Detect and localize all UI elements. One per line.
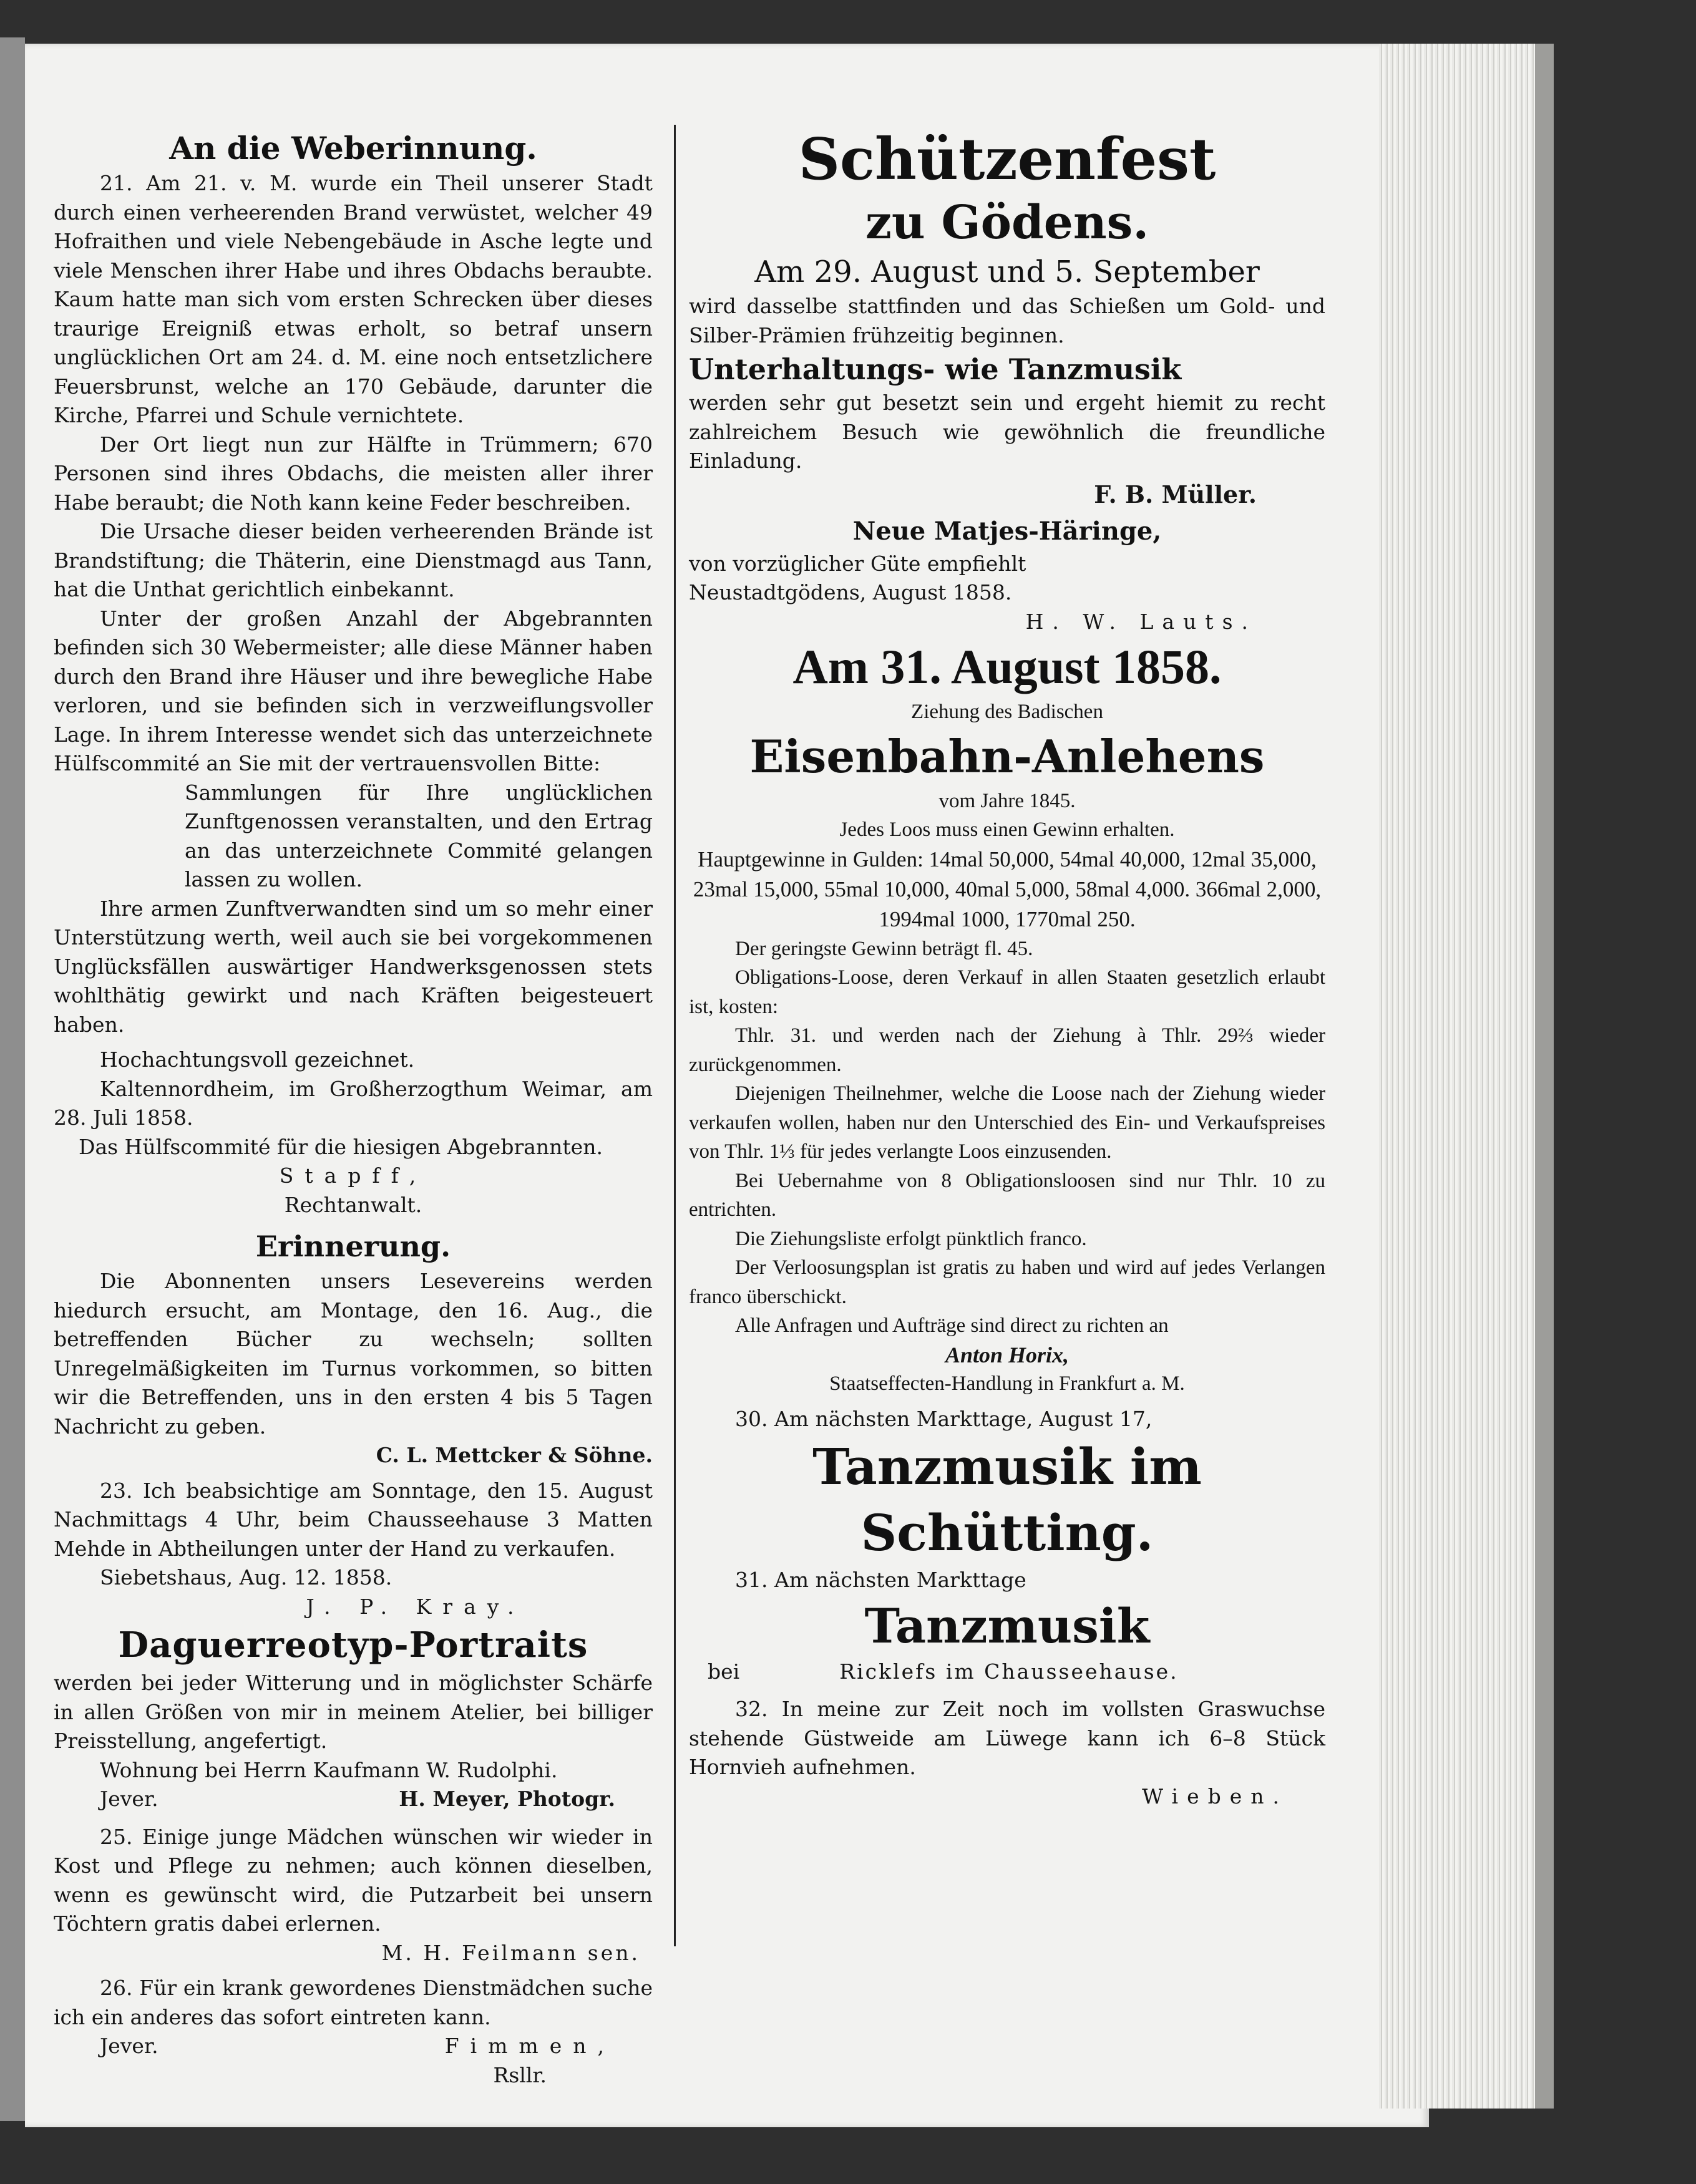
ad-25-signer: M. H. Feilmann sen.: [381, 1940, 640, 1965]
ad-32-signer: Wieben.: [1142, 1784, 1288, 1808]
lottery-contact: Alle Anfragen und Aufträge sind direct zu richten an: [735, 1314, 1169, 1337]
ad-25-text: 25. Einige junge Mädchen wünschen wir wieder in Kost und Pflege zu nehmen; auch können dieselben, wenn es gewünscht wird, die Putzarbeit bei unsern Töchtern gratis dabei erlernen.: [54, 1824, 653, 1936]
schuetzenfest-signer: F. B. Müller.: [1094, 480, 1257, 508]
matjes-title: Neue Matjes-Häringe,: [852, 516, 1162, 546]
weberinnung-para-2: Der Ort liegt nun zur Hälfte in Trümmern; 670 Personen sind ihres Obdachs, die meisten aller ihrer Habe beraubt; die Noth kann keine Feder beschreiben.: [54, 432, 653, 515]
ad-31-title: Tanzmusik: [864, 1598, 1150, 1654]
book-page-edges: [1379, 44, 1541, 2109]
lottery-subtitle-1: Ziehung des Badischen: [911, 701, 1103, 723]
schuetzenfest-subtitle: Unterhaltungs- wie Tanzmusik: [689, 352, 1182, 386]
left-column: [54, 128, 653, 2090]
lottery-resell: Diejenigen Theilnehmer, welche die Loose nach der Ziehung wieder verkaufen wollen, haben nur den Unterschied des Ein- und Verkaufspreises von Thlr. 1⅓ für jedes verlangte Loos einzusenden.: [689, 1082, 1325, 1163]
ad-30-title: Tanzmusik im Schütting.: [812, 1437, 1202, 1562]
matjes-place-date: Neustadtgödens, August 1858.: [689, 580, 1012, 604]
right-column: [689, 125, 1325, 1811]
ad-25: [54, 1823, 653, 1968]
weberinnung-title: An die Weberinnung.: [169, 130, 537, 167]
ad-31-location-row: [689, 1657, 1325, 1687]
lottery-title: Am 31. August 1858.: [792, 639, 1222, 694]
ad-26-place: Jever.: [100, 2034, 158, 2058]
weberinnung-request: Sammlungen für Ihre unglücklichen Zunftgenossen veranstalten, und den Ertrag an das unterzeichnete Commité gelangen lassen zu wollen.: [185, 780, 653, 891]
schuetzenfest-location: zu Gödens.: [865, 196, 1149, 250]
weberinnung-para-3: Die Ursache dieser beiden verheerenden Brände ist Brandstiftung; die Thäterin, eine Dienstmagd aus Tann, hat die Unthat gerichtlich einbekannt.: [54, 519, 653, 601]
schuetzenfest-dates: Am 29. August und 5. September: [754, 255, 1260, 289]
daguerreotyp-place: Jever.: [100, 1787, 158, 1811]
ad-26-signature-row: [54, 2032, 653, 2061]
weberinnung-greeting: Hochachtungsvoll gezeichnet.: [100, 1047, 415, 1072]
daguerreotyp-ad: [54, 1621, 653, 1814]
matjes-ad: [689, 513, 1325, 637]
lottery-name: Eisenbahn-Anlehens: [749, 729, 1265, 783]
schuetzenfest-ad: [689, 125, 1325, 513]
weberinnung-para-1: 21. Am 21. v. M. wurde ein Theil unserer Stadt durch einen verheerenden Brand verwüstet, welcher 49 Hofraithen und viele Nebengebäude in Asche legte und viele Menschen ihrer Habe und ihres Obdachs beraubte. Kaum hatte man sich vom ersten Schrecken über dieses traurige Ereigniß etwas erholt, so betraf unsern unglücklichen Ort am 24. d. M. eine noch entsetzlichere Feuersbrunst, welche an 170 Gebäude, darunter die Kirche, Pfarrei und Schule vernichtete.: [54, 171, 653, 427]
ad-30-text: 30. Am nächsten Markttage, August 17,: [735, 1406, 1153, 1431]
ad-31: [689, 1566, 1325, 1686]
ad-23-signer: J. P. Kray.: [306, 1594, 525, 1619]
lottery-minimum: Der geringste Gewinn beträgt fl. 45.: [735, 937, 1033, 960]
erinnerung-signer: C. L. Mettcker & Söhne.: [376, 1443, 653, 1467]
ad-26-signer: Fimmen,: [444, 2034, 615, 2058]
lottery-price: Thlr. 31. und werden nach der Ziehung à Thlr. 29⅔ wieder zurückgenommen.: [689, 1024, 1325, 1076]
lottery-guarantee: Jedes Loos muss einen Gewinn erhalten.: [839, 818, 1175, 841]
erinnerung-text: Die Abonnenten unsers Lesevereins werden hiedurch ersucht, am Montage, den 16. Aug., die betreffenden Bücher zu wechseln; sollten Unregelmäßigkeiten im Turnus vorkommen, so bitten wir die Betreffenden, uns in den ersten 4 bis 5 Tagen Nachricht zu geben.: [54, 1269, 653, 1439]
erinnerung-notice: [54, 1226, 653, 1470]
lottery-bulk: Bei Uebernahme von 8 Obligationsloosen sind nur Thlr. 10 zu entrichten.: [689, 1169, 1325, 1221]
ad-26: [54, 1974, 653, 2090]
column-divider: [674, 125, 676, 1946]
lottery-firm: Anton Horix,: [945, 1342, 1070, 1367]
weberinnung-notice: [54, 128, 653, 1220]
previous-page-edge: [0, 37, 25, 2121]
lottery-prizes: Hauptgewinne in Gulden: 14mal 50,000, 54mal 40,000, 12mal 35,000, 23mal 15,000, 55mal 10,000, 40mal 5,000, 58mal 4,000. 366mal 2,000, 1994mal 1000, 1770mal 250.: [693, 847, 1322, 931]
ad-23: [54, 1477, 653, 1622]
weberinnung-signer-title: Rechtanwalt.: [284, 1192, 422, 1217]
ad-26-signer-title: Rsllr.: [493, 2062, 547, 2087]
lottery-subtitle-2: vom Jahre 1845.: [938, 789, 1076, 812]
book-spine: [1535, 44, 1554, 2109]
weberinnung-place-date: Kaltennordheim, im Großherzogthum Weimar, am 28. Juli 1858.: [54, 1076, 653, 1130]
lottery-obligations: Obligations-Loose, deren Verkauf in allen Staaten gesetzlich erlaubt ist, kosten:: [689, 966, 1325, 1018]
matjes-text: von vorzüglicher Güte empfiehlt: [689, 551, 1026, 576]
ad-32-text: 32. In meine zur Zeit noch im vollsten Graswuchse stehende Güstweide am Lüwege kann ich 6–8 Stück Hornvieh aufnehmen.: [689, 1697, 1325, 1779]
ad-31-where: Ricklefs im Chausseehause.: [839, 1659, 1179, 1684]
ad-31-bei: bei: [708, 1659, 740, 1684]
ad-31-text: 31. Am nächsten Markttage: [735, 1568, 1026, 1592]
lottery-plan: Der Verloosungsplan ist gratis zu haben und wird auf jedes Verlangen franco überschickt.: [689, 1256, 1325, 1308]
schuetzenfest-text-2: werden sehr gut besetzt sein und ergeht hiemit zu recht zahlreichem Besuch wie gewöhnlich die freundliche Einladung.: [689, 391, 1325, 473]
schuetzenfest-text: wird dasselbe stattfinden und das Schießen um Gold- und Silber-Prämien frühzeitig beginnen.: [689, 294, 1325, 347]
weberinnung-closing: Ihre armen Zunftverwandten sind um so mehr einer Unterstützung werth, weil auch sie bei vorgekommenen Unglücksfällen auswärtiger Handwerksgenossen stets wohlthätig gewirkt und nach Kräften beigesteuert haben.: [54, 896, 653, 1037]
matjes-signer: H. W. Lauts.: [1025, 609, 1257, 634]
ad-23-place-date: Siebetshaus, Aug. 12. 1858.: [100, 1565, 392, 1589]
erinnerung-title: Erinnerung.: [255, 1230, 451, 1263]
weberinnung-para-4: Unter der großen Anzahl der Abgebrannten befinden sich 30 Webermeister; alle diese Männer haben durch den Brand ihre Häuser und ihre bewegliche Habe verloren, und sie befinden sich in verzweiflungsvoller Lage. In ihrem Interesse wendet sich das unterzeichnete Hülfscommité an Sie mit der vertrauensvollen Bitte:: [54, 606, 653, 775]
daguerreotyp-text: werden bei jeder Witterung und in möglichster Schärfe in allen Größen von mir in meinem Atelier, bei billiger Preisstellung, angefertigt.: [54, 1671, 653, 1753]
ad-23-text: 23. Ich beabsichtige am Sonntage, den 15. August Nachmittags 4 Uhr, beim Chausseehause 3 Matten Mehde in Abtheilungen unter der Hand zu verkaufen.: [54, 1478, 653, 1561]
lottery-ad: [689, 636, 1325, 1399]
weberinnung-committee: Das Hülfscommité für die hiesigen Abgebrannten.: [79, 1134, 603, 1159]
daguerreotyp-signature-row: [54, 1785, 653, 1814]
ad-32: [689, 1695, 1325, 1811]
weberinnung-signer: Stapff,: [279, 1163, 427, 1188]
daguerreotyp-signer: H. Meyer, Photogr.: [399, 1787, 615, 1811]
daguerreotyp-address: Wohnung bei Herrn Kaufmann W. Rudolphi.: [100, 1757, 558, 1782]
ad-30: [689, 1405, 1325, 1566]
schuetzenfest-title: Schützenfest: [798, 125, 1216, 193]
lottery-firm-subtitle: Staatseffecten-Handlung in Frankfurt a. M.: [829, 1372, 1185, 1395]
daguerreotyp-title: Daguerreotyp-Portraits: [118, 1624, 588, 1666]
ad-26-text: 26. Für ein krank gewordenes Dienstmädchen suche ich ein anderes das sofort eintreten kann.: [54, 1976, 653, 2029]
lottery-list: Die Ziehungsliste erfolgt pünktlich franco.: [735, 1227, 1087, 1250]
